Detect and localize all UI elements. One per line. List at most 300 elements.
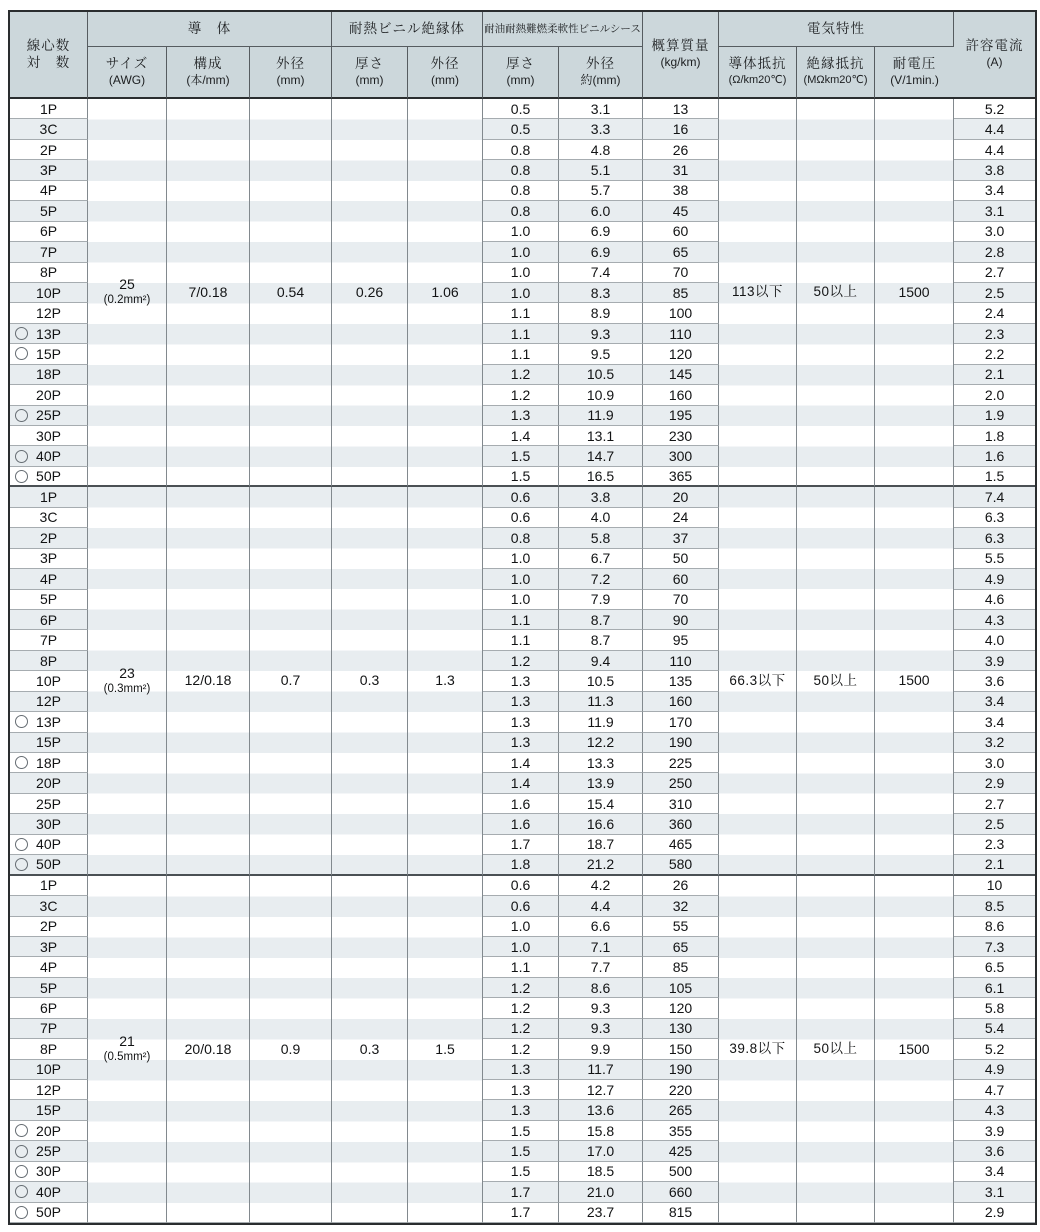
current-cell: 5.4: [954, 1019, 1035, 1039]
sheath-thickness-cell: 1.8: [483, 855, 559, 875]
current-cell: 4.9: [954, 569, 1035, 589]
sheath-thickness-cell: 1.6: [483, 814, 559, 834]
sheath-od-cell: 18.5: [559, 1162, 643, 1182]
sheath-od-cell: 11.9: [559, 406, 643, 426]
insulation-thickness-cell: 0.3: [332, 487, 408, 875]
pair-count-cell: [10, 794, 88, 814]
sheath-thickness-cell: 0.8: [483, 201, 559, 221]
sheath-od-cell: 11.7: [559, 1060, 643, 1080]
current-cell: 4.6: [954, 590, 1035, 610]
circle-marker-icon: [15, 1185, 28, 1198]
current-cell: 1.6: [954, 446, 1035, 466]
current-cell: 3.0: [954, 753, 1035, 773]
header-pair-count: [10, 12, 88, 99]
pair-count-cell: [10, 119, 88, 139]
sheath-thickness-cell: 1.1: [483, 957, 559, 977]
current-cell: 2.3: [954, 835, 1035, 855]
pair-count-label: 15P: [36, 1102, 61, 1119]
pair-count-cell: [10, 365, 88, 385]
spec-row-1P: [10, 487, 1035, 507]
sheath-od-cell: 11.9: [559, 712, 643, 732]
current-cell: 3.1: [954, 1182, 1035, 1202]
circle-marker-icon: [15, 858, 28, 871]
pair-count-cell: [10, 773, 88, 793]
sheath-od-cell: 13.6: [559, 1100, 643, 1120]
sheath-od-cell: 3.8: [559, 487, 643, 507]
pair-count-cell: [10, 1121, 88, 1141]
mass-cell: 660: [643, 1182, 719, 1202]
insulation-thickness-cell: 0.26: [332, 99, 408, 487]
current-cell: 2.9: [954, 1203, 1035, 1223]
sheath-od-cell: 8.7: [559, 630, 643, 650]
pair-count-label: 40P: [36, 448, 61, 465]
sheath-thickness-cell: 0.5: [483, 119, 559, 139]
conductor-stranding-cell: 7/0.18: [167, 99, 250, 487]
pair-count-cell: [10, 978, 88, 998]
mass-cell: 195: [643, 406, 719, 426]
pair-count-label: 7P: [39, 632, 58, 649]
sheath-od-cell: 14.7: [559, 446, 643, 466]
sheath-thickness-cell: 1.2: [483, 1039, 559, 1059]
current-cell: 4.0: [954, 630, 1035, 650]
current-cell: 1.5: [954, 467, 1035, 487]
sheath-od-cell: 13.1: [559, 426, 643, 446]
pair-count-cell: [10, 242, 88, 262]
current-cell: 4.3: [954, 610, 1035, 630]
conductor-resistance-cell: 113以下: [719, 99, 797, 487]
sheath-od-cell: 6.9: [559, 242, 643, 262]
circle-marker-icon: [15, 1145, 28, 1158]
sheath-thickness-cell: 1.0: [483, 283, 559, 303]
pair-count-cell: [10, 1203, 88, 1223]
sheath-thickness-cell: 1.3: [483, 406, 559, 426]
mass-cell: 26: [643, 140, 719, 160]
pair-count-cell: [10, 160, 88, 180]
pair-count-label: 40P: [36, 836, 61, 853]
mass-cell: 31: [643, 160, 719, 180]
sheath-od-cell: 16.5: [559, 467, 643, 487]
current-cell: 2.1: [954, 855, 1035, 875]
pair-count-label: 10P: [36, 672, 61, 689]
mass-cell: 38: [643, 181, 719, 201]
header-pair-count-line2: 対 数: [26, 54, 71, 70]
pair-count-label: 25P: [36, 407, 61, 424]
sheath-od-cell: 21.0: [559, 1182, 643, 1202]
sheath-od-cell: 6.7: [559, 549, 643, 569]
pair-count-cell: [10, 1162, 88, 1182]
sheath-od-cell: 8.6: [559, 978, 643, 998]
conductor-stranding-cell: 12/0.18: [167, 487, 250, 875]
current-cell: 6.3: [954, 528, 1035, 548]
pair-count-label: 1P: [39, 877, 58, 894]
pair-count-cell: [10, 671, 88, 691]
current-cell: 3.9: [954, 651, 1035, 671]
current-cell: 8.6: [954, 917, 1035, 937]
sheath-thickness-cell: 1.0: [483, 549, 559, 569]
sheath-od-cell: 10.5: [559, 365, 643, 385]
sheath-thickness-cell: 1.2: [483, 1019, 559, 1039]
pair-count-cell: [10, 814, 88, 834]
sheath-thickness-cell: 1.0: [483, 590, 559, 610]
current-cell: 2.7: [954, 794, 1035, 814]
sheath-thickness-cell: 1.3: [483, 712, 559, 732]
sheath-thickness-cell: 1.3: [483, 733, 559, 753]
insulation-resistance-cell: 50以上: [797, 876, 875, 1223]
pair-count-cell: [10, 201, 88, 221]
sheath-thickness-cell: 1.5: [483, 1162, 559, 1182]
sheath-od-cell: 16.6: [559, 814, 643, 834]
withstand-voltage-cell: 1500: [875, 99, 954, 487]
pair-count-label: 30P: [36, 427, 61, 444]
pair-count-label: 30P: [36, 1163, 61, 1180]
sheath-od-cell: 21.2: [559, 855, 643, 875]
circle-marker-icon: [15, 756, 28, 769]
pair-count-label: 20P: [36, 1122, 61, 1139]
sheath-od-cell: 7.7: [559, 957, 643, 977]
pair-count-label: 8P: [39, 264, 58, 281]
current-cell: 3.4: [954, 1162, 1035, 1182]
mass-cell: 310: [643, 794, 719, 814]
pair-count-cell: [10, 1080, 88, 1100]
mass-cell: 160: [643, 385, 719, 405]
mass-cell: 50: [643, 549, 719, 569]
cable-spec-table: [8, 10, 1037, 1225]
mass-cell: 55: [643, 917, 719, 937]
pair-count-cell: [10, 1019, 88, 1039]
pair-count-label: 4P: [39, 959, 58, 976]
pair-count-label: 4P: [39, 570, 58, 587]
sheath-od-cell: 10.5: [559, 671, 643, 691]
pair-count-cell: [10, 324, 88, 344]
pair-count-label: 7P: [39, 243, 58, 260]
current-cell: 5.2: [954, 1039, 1035, 1059]
header-insulation-resistance: 絶縁抵抗 (MΩkm20℃): [797, 47, 875, 99]
pair-count-label: 25P: [36, 1143, 61, 1160]
circle-marker-icon: [15, 450, 28, 463]
sheath-thickness-cell: 1.3: [483, 1080, 559, 1100]
conductor-resistance-cell: 39.8以下: [719, 876, 797, 1223]
mass-cell: 16: [643, 119, 719, 139]
conductor-resistance-cell: 66.3以下: [719, 487, 797, 875]
pair-count-cell: [10, 528, 88, 548]
table-header: [10, 12, 1035, 99]
spec-table-body: [10, 99, 1035, 1223]
pair-count-cell: [10, 1100, 88, 1120]
sheath-od-cell: 12.7: [559, 1080, 643, 1100]
current-cell: 3.8: [954, 160, 1035, 180]
withstand-voltage-cell: 1500: [875, 487, 954, 875]
current-cell: 6.1: [954, 978, 1035, 998]
mass-cell: 90: [643, 610, 719, 630]
current-cell: 6.3: [954, 508, 1035, 528]
sheath-thickness-cell: 1.0: [483, 222, 559, 242]
sheath-thickness-cell: 1.3: [483, 671, 559, 691]
sheath-thickness-cell: 1.4: [483, 753, 559, 773]
pair-count-cell: [10, 712, 88, 732]
current-cell: 1.9: [954, 406, 1035, 426]
mass-cell: 60: [643, 222, 719, 242]
sheath-od-cell: 6.9: [559, 222, 643, 242]
sheath-thickness-cell: 1.5: [483, 1121, 559, 1141]
sheath-od-cell: 6.6: [559, 917, 643, 937]
mass-cell: 220: [643, 1080, 719, 1100]
sheath-thickness-cell: 0.8: [483, 160, 559, 180]
pair-count-label: 2P: [39, 918, 58, 935]
current-cell: 3.2: [954, 733, 1035, 753]
conductor-size-cell: [88, 487, 167, 875]
sheath-thickness-cell: 1.2: [483, 651, 559, 671]
current-cell: 8.5: [954, 896, 1035, 916]
circle-marker-icon: [15, 409, 28, 422]
pair-count-label: 30P: [36, 816, 61, 833]
pair-count-cell: [10, 733, 88, 753]
pair-count-label: 20P: [36, 775, 61, 792]
mass-cell: 110: [643, 324, 719, 344]
size-sqmm: (0.3mm²): [103, 682, 151, 695]
pair-count-label: 6P: [39, 223, 58, 240]
pair-count-label: 6P: [39, 999, 58, 1016]
mass-cell: 60: [643, 569, 719, 589]
current-cell: 2.4: [954, 303, 1035, 323]
pair-count-label: 13P: [36, 713, 61, 730]
sheath-thickness-cell: 1.4: [483, 773, 559, 793]
size-awg: 25: [119, 276, 135, 293]
sheath-od-cell: 8.9: [559, 303, 643, 323]
current-cell: 2.9: [954, 773, 1035, 793]
pair-count-cell: [10, 1141, 88, 1161]
pair-count-label: 15P: [36, 734, 61, 751]
sheath-thickness-cell: 1.7: [483, 1203, 559, 1223]
pair-count-label: 5P: [39, 591, 58, 608]
sheath-od-cell: 13.9: [559, 773, 643, 793]
sheath-thickness-cell: 1.0: [483, 937, 559, 957]
sheath-od-cell: 8.7: [559, 610, 643, 630]
current-cell: 3.4: [954, 181, 1035, 201]
sheath-thickness-cell: 1.1: [483, 324, 559, 344]
sheath-od-cell: 5.7: [559, 181, 643, 201]
mass-cell: 425: [643, 1141, 719, 1161]
mass-cell: 230: [643, 426, 719, 446]
mass-cell: 24: [643, 508, 719, 528]
pair-count-label: 50P: [36, 856, 61, 873]
sheath-od-cell: 3.3: [559, 119, 643, 139]
sheath-thickness-cell: 1.7: [483, 835, 559, 855]
pair-count-label: 1P: [39, 489, 58, 506]
current-cell: 5.8: [954, 998, 1035, 1018]
pair-count-label: 3P: [39, 550, 58, 567]
sheath-thickness-cell: 1.5: [483, 1141, 559, 1161]
mass-cell: 465: [643, 835, 719, 855]
pair-count-cell: [10, 998, 88, 1018]
mass-cell: 37: [643, 528, 719, 548]
sheath-od-cell: 6.0: [559, 201, 643, 221]
current-cell: 2.8: [954, 242, 1035, 262]
sheath-thickness-cell: 1.1: [483, 303, 559, 323]
insulation-resistance-cell: 50以上: [797, 487, 875, 875]
pair-count-label: 6P: [39, 611, 58, 628]
pair-count-cell: [10, 855, 88, 875]
sheath-od-cell: 15.8: [559, 1121, 643, 1141]
sheath-thickness-cell: 1.2: [483, 978, 559, 998]
sheath-thickness-cell: 1.0: [483, 263, 559, 283]
sheath-thickness-cell: 1.5: [483, 467, 559, 487]
sheath-thickness-cell: 1.1: [483, 610, 559, 630]
mass-cell: 100: [643, 303, 719, 323]
pair-count-cell: [10, 446, 88, 466]
pair-count-cell: [10, 1039, 88, 1059]
mass-cell: 365: [643, 467, 719, 487]
pair-count-cell: [10, 1060, 88, 1080]
conductor-stranding-cell: 20/0.18: [167, 876, 250, 1223]
current-cell: 2.1: [954, 365, 1035, 385]
current-cell: 2.3: [954, 324, 1035, 344]
sheath-od-cell: 9.5: [559, 344, 643, 364]
current-cell: 4.4: [954, 119, 1035, 139]
pair-count-cell: [10, 835, 88, 855]
sheath-od-cell: 3.1: [559, 99, 643, 119]
mass-cell: 500: [643, 1162, 719, 1182]
mass-cell: 65: [643, 937, 719, 957]
current-cell: 3.9: [954, 1121, 1035, 1141]
sheath-od-cell: 17.0: [559, 1141, 643, 1161]
sheath-thickness-cell: 0.6: [483, 508, 559, 528]
sheath-thickness-cell: 1.0: [483, 917, 559, 937]
current-cell: 2.2: [954, 344, 1035, 364]
sheath-thickness-cell: 1.1: [483, 344, 559, 364]
mass-cell: 70: [643, 263, 719, 283]
spec-row-1P: [10, 99, 1035, 119]
pair-count-cell: [10, 549, 88, 569]
mass-cell: 26: [643, 876, 719, 896]
pair-count-cell: [10, 610, 88, 630]
header-current: 許容電流 (A): [954, 12, 1035, 99]
header-conductor-group: 導 体: [88, 12, 332, 47]
size-sqmm: (0.2mm²): [103, 294, 151, 307]
sheath-thickness-cell: 1.6: [483, 794, 559, 814]
pair-count-cell: [10, 651, 88, 671]
mass-cell: 250: [643, 773, 719, 793]
pair-count-cell: [10, 344, 88, 364]
current-cell: 7.3: [954, 937, 1035, 957]
header-electrical-group: 電気特性: [719, 12, 954, 47]
current-cell: 6.5: [954, 957, 1035, 977]
circle-marker-icon: [15, 838, 28, 851]
pair-count-label: 2P: [39, 529, 58, 546]
sheath-od-cell: 9.3: [559, 1019, 643, 1039]
sheath-od-cell: 11.3: [559, 692, 643, 712]
mass-cell: 95: [643, 630, 719, 650]
current-cell: 3.0: [954, 222, 1035, 242]
withstand-voltage-cell: 1500: [875, 876, 954, 1223]
sheath-thickness-cell: 0.6: [483, 487, 559, 507]
header-pair-count-line1: 線心数: [26, 37, 71, 53]
pair-count-label: 12P: [36, 693, 61, 710]
sheath-od-cell: 5.1: [559, 160, 643, 180]
pair-count-cell: [10, 99, 88, 119]
header-mass: 概算質量 (kg/km): [643, 12, 719, 99]
pair-count-label: 3P: [39, 162, 58, 179]
header-sheath-group: 耐油耐熱難燃柔軟性ビニルシース: [483, 12, 643, 47]
mass-cell: 190: [643, 733, 719, 753]
circle-marker-icon: [15, 470, 28, 483]
pair-count-label: 12P: [36, 305, 61, 322]
insulation-thickness-cell: 0.3: [332, 876, 408, 1223]
pair-count-label: 12P: [36, 1081, 61, 1098]
pair-count-cell: [10, 590, 88, 610]
current-cell: 3.6: [954, 671, 1035, 691]
pair-count-cell: [10, 263, 88, 283]
sheath-thickness-cell: 0.8: [483, 140, 559, 160]
current-cell: 4.4: [954, 140, 1035, 160]
pair-count-cell: [10, 876, 88, 896]
pair-count-label: 18P: [36, 754, 61, 771]
mass-cell: 360: [643, 814, 719, 834]
sheath-thickness-cell: 0.8: [483, 528, 559, 548]
pair-count-cell: [10, 467, 88, 487]
sheath-thickness-cell: 1.3: [483, 692, 559, 712]
current-cell: 5.2: [954, 99, 1035, 119]
circle-marker-icon: [15, 1165, 28, 1178]
sheath-thickness-cell: 0.8: [483, 181, 559, 201]
mass-cell: 145: [643, 365, 719, 385]
current-cell: 2.5: [954, 814, 1035, 834]
pair-count-cell: [10, 406, 88, 426]
current-cell: 5.5: [954, 549, 1035, 569]
header-sheath-thickness: 厚さ (mm): [483, 47, 559, 99]
sheath-thickness-cell: 1.7: [483, 1182, 559, 1202]
mass-cell: 580: [643, 855, 719, 875]
spec-row-1P: [10, 876, 1035, 896]
current-cell: 3.1: [954, 201, 1035, 221]
sheath-od-cell: 4.4: [559, 896, 643, 916]
pair-count-label: 3C: [39, 897, 58, 914]
sheath-thickness-cell: 1.2: [483, 385, 559, 405]
sheath-od-cell: 12.2: [559, 733, 643, 753]
sheath-od-cell: 4.8: [559, 140, 643, 160]
pair-count-cell: [10, 487, 88, 507]
circle-marker-icon: [15, 327, 28, 340]
size-sqmm: (0.5mm²): [103, 1050, 151, 1063]
pair-count-cell: [10, 692, 88, 712]
pair-count-label: 2P: [39, 141, 58, 158]
sheath-od-cell: 9.3: [559, 998, 643, 1018]
mass-cell: 815: [643, 1203, 719, 1223]
current-cell: 3.4: [954, 712, 1035, 732]
current-cell: 7.4: [954, 487, 1035, 507]
mass-cell: 13: [643, 99, 719, 119]
pair-count-label: 5P: [39, 979, 58, 996]
size-awg: 23: [119, 664, 135, 681]
mass-cell: 45: [643, 201, 719, 221]
header-withstand-voltage: 耐電圧 (V/1min.): [875, 47, 954, 99]
sheath-od-cell: 7.4: [559, 263, 643, 283]
current-cell: 3.6: [954, 1141, 1035, 1161]
mass-cell: 70: [643, 590, 719, 610]
pair-count-cell: [10, 957, 88, 977]
insulation-od-cell: 1.06: [408, 99, 483, 487]
pair-count-cell: [10, 569, 88, 589]
pair-count-cell: [10, 937, 88, 957]
conductor-size-cell: [88, 876, 167, 1223]
insulation-od-cell: 1.3: [408, 487, 483, 875]
pair-count-label: 1P: [39, 100, 58, 117]
mass-cell: 150: [643, 1039, 719, 1059]
header-sheath-od: 外径 約(mm): [559, 47, 643, 99]
pair-count-label: 25P: [36, 795, 61, 812]
header-insulation-od: 外径 (mm): [408, 47, 483, 99]
pair-count-cell: [10, 1182, 88, 1202]
current-cell: 4.7: [954, 1080, 1035, 1100]
